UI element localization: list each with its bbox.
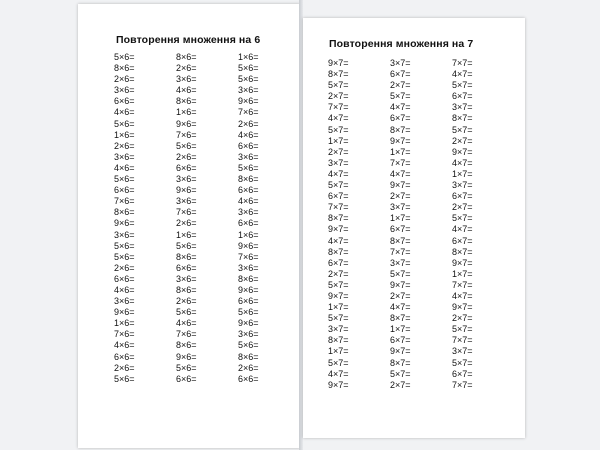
exercise-item: 2×7= (328, 268, 349, 279)
exercise-item: 2×6= (176, 151, 197, 162)
exercise-item: 4×6= (238, 196, 259, 207)
exercise-item: 4×7= (328, 168, 349, 179)
exercise-item: 6×7= (452, 235, 473, 246)
exercise-item: 1×6= (114, 318, 135, 329)
exercise-item: 1×7= (328, 346, 349, 357)
exercise-item: 5×7= (328, 279, 349, 290)
exercise-item: 4×6= (176, 85, 197, 96)
exercise-item: 6×7= (390, 335, 411, 346)
exercise-item: 4×7= (328, 113, 349, 124)
exercise-item: 5×6= (238, 162, 259, 173)
exercise-item: 5×7= (452, 324, 473, 335)
exercise-item: 7×7= (328, 202, 349, 213)
exercise-item: 3×6= (114, 151, 135, 162)
exercise-item: 2×6= (176, 218, 197, 229)
exercise-item: 9×6= (176, 185, 197, 196)
exercise-item: 9×6= (238, 96, 259, 107)
exercise-item: 1×7= (452, 168, 473, 179)
exercise-item: 5×6= (114, 52, 135, 62)
exercise-item: 9×7= (328, 224, 349, 235)
exercise-item: 1×7= (328, 302, 349, 313)
exercise-item: 1×7= (390, 146, 411, 157)
exercise-column (238, 52, 292, 385)
exercise-item: 6×6= (238, 218, 259, 229)
exercise-item: 9×7= (390, 180, 411, 191)
exercise-item: 6×6= (114, 185, 135, 196)
exercise-item: 5×7= (452, 357, 473, 368)
exercise-item: 9×6= (238, 318, 259, 329)
exercise-item: 6×6= (238, 373, 259, 384)
exercise-item: 5×6= (114, 174, 135, 185)
exercise-item: 9×7= (452, 146, 473, 157)
exercise-item: 7×7= (452, 58, 473, 68)
exercise-item: 5×6= (114, 118, 135, 129)
exercise-item: 4×6= (176, 318, 197, 329)
exercise-item: 8×6= (238, 351, 259, 362)
exercise-item: 1×6= (238, 229, 259, 240)
exercise-item: 8×7= (390, 124, 411, 135)
exercise-item: 5×6= (114, 251, 135, 262)
exercise-item: 7×7= (452, 379, 473, 390)
exercise-item: 2×6= (238, 118, 259, 129)
right-page (303, 18, 525, 438)
exercise-item: 2×7= (452, 313, 473, 324)
left-page (78, 4, 300, 448)
exercise-item: 6×6= (176, 373, 197, 384)
exercise-item: 2×6= (238, 362, 259, 373)
exercise-item: 2×7= (390, 379, 411, 390)
exercise-item: 5×7= (328, 313, 349, 324)
exercise-item: 6×6= (238, 185, 259, 196)
exercise-item: 6×6= (114, 96, 135, 107)
exercise-item: 6×7= (390, 69, 411, 80)
exercise-item: 4×6= (114, 107, 135, 118)
exercise-item: 8×7= (390, 313, 411, 324)
exercise-item: 4×6= (114, 162, 135, 173)
exercise-item: 5×6= (238, 307, 259, 318)
exercise-column (176, 52, 230, 385)
exercise-item: 7×7= (452, 279, 473, 290)
exercise-item: 5×6= (176, 140, 197, 151)
exercise-item: 5×7= (452, 213, 473, 224)
exercise-item: 9×7= (328, 58, 349, 68)
exercise-item: 4×6= (114, 284, 135, 295)
exercise-item: 2×7= (452, 202, 473, 213)
exercise-item: 6×6= (238, 296, 259, 307)
exercise-item: 5×7= (390, 368, 411, 379)
exercise-item: 8×7= (390, 235, 411, 246)
exercise-item: 7×7= (452, 335, 473, 346)
exercise-item: 4×7= (328, 235, 349, 246)
exercise-item: 5×6= (238, 63, 259, 74)
exercise-item: 8×6= (176, 340, 197, 351)
exercise-item: 4×7= (328, 368, 349, 379)
exercise-item: 6×6= (176, 262, 197, 273)
exercise-item: 8×6= (114, 207, 135, 218)
exercise-item: 6×7= (452, 91, 473, 102)
exercise-item: 2×6= (114, 262, 135, 273)
exercise-item: 3×6= (176, 74, 197, 85)
exercise-item: 2×6= (114, 362, 135, 373)
exercise-item: 1×7= (452, 268, 473, 279)
left-exercise-columns (114, 52, 292, 385)
exercise-item: 9×7= (328, 290, 349, 301)
exercise-item: 8×7= (452, 113, 473, 124)
exercise-column (114, 52, 168, 385)
exercise-item: 8×6= (238, 273, 259, 284)
exercise-item: 7×6= (238, 107, 259, 118)
exercise-item: 2×6= (114, 74, 135, 85)
exercise-item: 8×6= (176, 96, 197, 107)
exercise-item: 5×7= (390, 91, 411, 102)
exercise-item: 5×6= (176, 362, 197, 373)
exercise-item: 3×6= (238, 207, 259, 218)
exercise-item: 3×6= (238, 262, 259, 273)
exercise-item: 9×6= (114, 307, 135, 318)
exercise-item: 3×6= (238, 85, 259, 96)
exercise-item: 6×6= (176, 162, 197, 173)
exercise-item: 8×6= (176, 52, 197, 62)
exercise-item: 8×7= (328, 335, 349, 346)
exercise-item: 5×7= (452, 124, 473, 135)
exercise-item: 4×7= (452, 69, 473, 80)
exercise-item: 8×6= (176, 251, 197, 262)
right-page-title: Повторення множення на 7 (329, 38, 474, 50)
exercise-item: 5×7= (452, 80, 473, 91)
exercise-item: 5×6= (238, 340, 259, 351)
exercise-item: 5×6= (238, 74, 259, 85)
exercise-column (328, 58, 382, 391)
exercise-item: 9×7= (390, 135, 411, 146)
exercise-item: 3×7= (328, 157, 349, 168)
left-page-title: Повторення множення на 6 (116, 34, 261, 46)
exercise-item: 2×6= (114, 140, 135, 151)
exercise-item: 2×6= (176, 296, 197, 307)
exercise-item: 3×7= (328, 324, 349, 335)
exercise-item: 6×7= (390, 224, 411, 235)
exercise-item: 9×7= (390, 346, 411, 357)
exercise-item: 8×6= (176, 284, 197, 295)
exercise-item: 9×7= (452, 257, 473, 268)
exercise-item: 4×7= (390, 302, 411, 313)
exercise-item: 3×6= (238, 151, 259, 162)
exercise-item: 3×6= (176, 196, 197, 207)
exercise-item: 1×7= (390, 213, 411, 224)
exercise-item: 1×7= (328, 135, 349, 146)
exercise-item: 5×6= (114, 373, 135, 384)
exercise-item: 9×6= (176, 351, 197, 362)
exercise-item: 9×6= (114, 218, 135, 229)
exercise-item: 1×6= (114, 129, 135, 140)
exercise-item: 6×7= (390, 113, 411, 124)
exercise-item: 5×6= (176, 240, 197, 251)
exercise-item: 1×6= (238, 52, 259, 62)
exercise-item: 3×6= (238, 329, 259, 340)
exercise-item: 8×7= (328, 69, 349, 80)
exercise-item: 4×6= (114, 340, 135, 351)
exercise-item: 7×7= (328, 102, 349, 113)
exercise-column (452, 58, 506, 391)
exercise-item: 5×6= (114, 240, 135, 251)
exercise-item: 3×6= (176, 174, 197, 185)
exercise-item: 4×6= (238, 129, 259, 140)
exercise-item: 4×7= (390, 168, 411, 179)
exercise-item: 5×7= (328, 80, 349, 91)
exercise-item: 5×7= (328, 357, 349, 368)
exercise-item: 8×6= (238, 174, 259, 185)
exercise-item: 6×7= (328, 191, 349, 202)
exercise-item: 7×6= (176, 329, 197, 340)
exercise-item: 4×7= (390, 102, 411, 113)
exercise-item: 4×7= (452, 290, 473, 301)
exercise-item: 8×7= (328, 213, 349, 224)
exercise-item: 9×6= (238, 240, 259, 251)
exercise-item: 7×6= (238, 251, 259, 262)
exercise-item: 6×7= (452, 368, 473, 379)
exercise-item: 6×6= (114, 351, 135, 362)
exercise-item: 9×7= (452, 302, 473, 313)
exercise-item: 2×7= (452, 135, 473, 146)
exercise-item: 3×7= (452, 346, 473, 357)
exercise-item: 1×6= (176, 229, 197, 240)
exercise-item: 2×7= (328, 146, 349, 157)
exercise-item: 9×7= (390, 279, 411, 290)
exercise-item: 1×7= (390, 324, 411, 335)
right-exercise-columns (328, 58, 506, 391)
exercise-item: 1×6= (176, 107, 197, 118)
exercise-item: 7×6= (176, 129, 197, 140)
exercise-item: 7×6= (114, 329, 135, 340)
exercise-item: 9×6= (176, 118, 197, 129)
exercise-item: 3×7= (452, 180, 473, 191)
exercise-item: 3×6= (114, 296, 135, 307)
exercise-item: 8×7= (328, 246, 349, 257)
exercise-item: 9×6= (238, 284, 259, 295)
exercise-item: 2×7= (390, 80, 411, 91)
exercise-item: 4×7= (452, 224, 473, 235)
exercise-item: 3×6= (176, 273, 197, 284)
exercise-item: 3×7= (390, 202, 411, 213)
exercise-item: 8×6= (114, 63, 135, 74)
exercise-item: 9×7= (328, 379, 349, 390)
exercise-item: 5×7= (390, 268, 411, 279)
exercise-item: 4×7= (452, 157, 473, 168)
exercise-item: 2×7= (390, 191, 411, 202)
exercise-item: 3×6= (114, 85, 135, 96)
exercise-item: 6×6= (238, 140, 259, 151)
exercise-item: 5×7= (328, 180, 349, 191)
exercise-item: 2×7= (328, 91, 349, 102)
exercise-item: 3×6= (114, 229, 135, 240)
exercise-item: 2×7= (390, 290, 411, 301)
exercise-item: 7×7= (390, 246, 411, 257)
exercise-item: 8×7= (390, 357, 411, 368)
exercise-item: 2×6= (176, 63, 197, 74)
exercise-item: 3×7= (452, 102, 473, 113)
exercise-item: 7×6= (114, 196, 135, 207)
exercise-item: 8×7= (452, 246, 473, 257)
exercise-item: 6×7= (452, 191, 473, 202)
exercise-item: 5×6= (176, 307, 197, 318)
exercise-item: 3×7= (390, 257, 411, 268)
exercise-item: 3×7= (390, 58, 411, 68)
exercise-column (390, 58, 444, 391)
exercise-item: 6×7= (328, 257, 349, 268)
exercise-item: 7×6= (176, 207, 197, 218)
exercise-item: 6×6= (114, 273, 135, 284)
exercise-item: 7×7= (390, 157, 411, 168)
exercise-item: 5×7= (328, 124, 349, 135)
